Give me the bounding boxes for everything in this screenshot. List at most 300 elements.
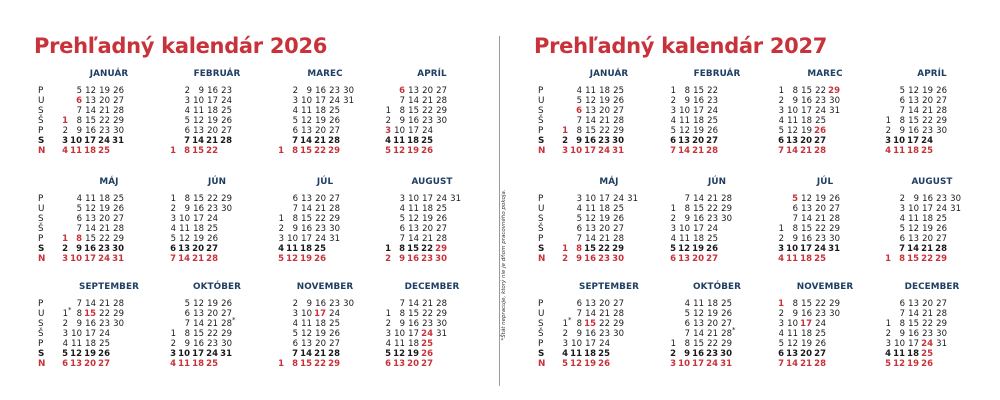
day-number: 22 (314, 359, 326, 369)
day-number: 29 (436, 309, 447, 319)
day-number: 11 (786, 254, 798, 264)
day-number: 14 (85, 106, 96, 116)
day-number: 6 (684, 319, 690, 329)
day-number: 15 (192, 146, 204, 156)
day-number: 21 (707, 329, 718, 339)
day-number: 4 (278, 244, 284, 254)
day-number: 11 (908, 214, 919, 224)
day-number: 23 (706, 349, 718, 359)
day-number: 27 (936, 96, 947, 106)
weekday-letter: N (538, 359, 546, 369)
day-number: 22 (815, 86, 826, 96)
day-number: 10 (287, 234, 298, 244)
weekday-letter: P (538, 299, 544, 309)
day-number: 30 (950, 194, 961, 204)
day-number: 7 (899, 244, 905, 254)
day-number: 6 (792, 204, 798, 214)
day-number: 24 (707, 106, 718, 116)
day-number: 30 (221, 204, 232, 214)
day-number: 25 (113, 194, 124, 204)
day-number: 25 (221, 106, 232, 116)
day-number: 8 (399, 244, 405, 254)
day-number: 20 (99, 214, 110, 224)
day-number: 11 (179, 224, 190, 234)
day-number: 19 (692, 244, 704, 254)
day-number: 28 (113, 299, 124, 309)
asterisk-mark: * (732, 326, 736, 334)
day-number: 16 (801, 234, 812, 244)
day-number: 19 (84, 349, 96, 359)
day-number: 27 (436, 86, 447, 96)
day-number: 17 (301, 234, 312, 244)
day-number: 1 (778, 299, 784, 309)
day-number: 4 (778, 116, 784, 126)
day-number: 22 (315, 214, 326, 224)
weekday-letter: P (38, 126, 44, 136)
day-number: 15 (908, 319, 919, 329)
day-number: 7 (399, 299, 405, 309)
day-number: 12 (301, 116, 312, 126)
weekday-letter: U (38, 96, 45, 106)
day-number: 1 (562, 319, 568, 329)
day-number: 21 (707, 194, 718, 204)
day-number: 16 (315, 86, 326, 96)
day-number: 29 (113, 309, 124, 319)
day-number: 9 (792, 309, 798, 319)
day-number: 20 (315, 339, 326, 349)
day-number: 31 (112, 136, 124, 146)
day-number: 2 (885, 329, 891, 339)
month-name: MÁJ (99, 177, 119, 187)
day-number: 27 (829, 204, 840, 214)
day-number: 5 (184, 299, 190, 309)
day-number: 23 (815, 96, 826, 106)
day-number: 10 (178, 349, 190, 359)
day-number: 14 (408, 96, 419, 106)
day-number: 28 (613, 116, 624, 126)
day-number: 28 (613, 309, 624, 319)
day-number: 2 (62, 126, 68, 136)
day-number: 31 (720, 359, 732, 369)
day-number: 17 (693, 106, 704, 116)
day-number: 24 (613, 194, 624, 204)
day-number: 24 (921, 136, 933, 146)
day-number: 18 (192, 359, 204, 369)
month-marec (770, 69, 880, 169)
day-number: 21 (207, 319, 218, 329)
day-number: 13 (301, 194, 312, 204)
day-number: 30 (612, 254, 624, 264)
day-number: 13 (786, 349, 798, 359)
day-number: 2 (778, 234, 784, 244)
day-number: 22 (922, 116, 933, 126)
day-number: 13 (585, 224, 596, 234)
day-number: 8 (292, 146, 298, 156)
day-number: 25 (329, 319, 340, 329)
day-number: 3 (899, 204, 905, 214)
day-number: 14 (693, 194, 704, 204)
day-number: 4 (885, 146, 891, 156)
day-number: 4 (684, 299, 690, 309)
day-number: 8 (184, 194, 190, 204)
day-number: 29 (613, 319, 624, 329)
day-number: 28 (814, 146, 826, 156)
day-number: 11 (679, 116, 690, 126)
day-number: 17 (193, 214, 204, 224)
day-number: 20 (707, 319, 718, 329)
day-number: 23 (599, 329, 610, 339)
day-number: 29 (721, 339, 732, 349)
day-number: 5 (385, 146, 391, 156)
day-number: 23 (207, 204, 218, 214)
weekday-letter: U (538, 96, 545, 106)
day-number: 7 (170, 254, 176, 264)
day-number: 23 (422, 319, 433, 329)
day-number: 3 (670, 359, 676, 369)
day-number: 6 (292, 126, 298, 136)
day-number: 2 (670, 214, 676, 224)
day-number: 27 (721, 319, 732, 329)
day-number: 29 (328, 146, 340, 156)
day-number: 2 (562, 254, 568, 264)
day-number: 20 (692, 254, 704, 264)
day-number: 31 (343, 96, 354, 106)
day-number: 23 (598, 254, 610, 264)
day-number: 13 (393, 359, 405, 369)
day-number: 10 (893, 136, 905, 146)
day-number: 28 (613, 234, 624, 244)
day-number: 17 (922, 204, 933, 214)
day-number: 7 (670, 146, 676, 156)
month-name: MAREC (307, 69, 343, 79)
day-number: 30 (936, 126, 947, 136)
day-number: 25 (707, 116, 718, 126)
day-number: 10 (394, 329, 405, 339)
day-number: 12 (85, 204, 96, 214)
day-number: 10 (70, 254, 82, 264)
day-number: 25 (206, 359, 218, 369)
day-number: 14 (408, 234, 419, 244)
day-number: 13 (178, 244, 190, 254)
day-number: 10 (394, 126, 405, 136)
day-number: 13 (193, 126, 204, 136)
day-number: 25 (921, 146, 933, 156)
day-number: 28 (721, 329, 732, 339)
day-number: 5 (899, 86, 905, 96)
weekday-letter: S (538, 349, 545, 359)
day-number: 25 (598, 349, 610, 359)
day-number: 2 (184, 86, 190, 96)
day-number: 10 (179, 214, 190, 224)
day-number: 17 (692, 359, 704, 369)
day-number: 28 (706, 146, 718, 156)
day-number: 5 (278, 254, 284, 264)
day-number: 18 (800, 254, 812, 264)
day-number: 13 (85, 214, 96, 224)
day-number: 13 (786, 136, 798, 146)
day-number: 16 (585, 329, 596, 339)
month-október (162, 282, 272, 382)
day-number: 3 (385, 329, 391, 339)
day-number: 24 (814, 244, 826, 254)
day-number: 11 (178, 359, 190, 369)
month-november (270, 282, 380, 382)
day-number: 6 (576, 299, 582, 309)
day-number: 3 (576, 194, 582, 204)
day-number: 3 (62, 136, 68, 146)
day-number: 20 (922, 96, 933, 106)
weekday-letter: P (38, 234, 44, 244)
day-number: 31 (828, 244, 840, 254)
day-number: 21 (192, 254, 204, 264)
day-number: 22 (599, 126, 610, 136)
day-number: 1 (885, 319, 891, 329)
month-name: AUGUST (411, 177, 453, 187)
day-number: 8 (399, 309, 405, 319)
day-number: 17 (192, 349, 204, 359)
day-number: 16 (693, 214, 704, 224)
day-number: 13 (408, 86, 419, 96)
day-number: 6 (385, 359, 391, 369)
day-number: 24 (706, 359, 718, 369)
day-number: 8 (292, 359, 298, 369)
day-number: 26 (829, 194, 840, 204)
day-number: 26 (436, 214, 447, 224)
day-number: 7 (184, 319, 190, 329)
day-number: 26 (207, 234, 218, 244)
day-number: 8 (184, 329, 190, 339)
day-number: 20 (207, 309, 218, 319)
day-number: 22 (207, 194, 218, 204)
day-number: 30 (829, 234, 840, 244)
day-number: 29 (721, 204, 732, 214)
day-number: 4 (562, 349, 568, 359)
day-number: 28 (329, 204, 340, 214)
day-number: 5 (670, 126, 676, 136)
day-number: 7 (292, 349, 298, 359)
month-name: SEPTEMBER (579, 282, 639, 292)
day-number: 9 (684, 214, 690, 224)
day-number: 2 (385, 116, 391, 126)
month-január (554, 69, 664, 169)
month-name: MÁJ (599, 177, 619, 187)
day-number: 24 (315, 234, 326, 244)
day-number: 18 (315, 106, 326, 116)
day-number: 20 (599, 106, 610, 116)
day-number: 27 (113, 96, 124, 106)
day-number: 12 (85, 86, 96, 96)
day-number: 1 (278, 359, 284, 369)
day-number: 30 (221, 339, 232, 349)
day-number: 3 (170, 349, 176, 359)
day-number: 30 (612, 136, 624, 146)
day-number: 18 (99, 194, 110, 204)
weekday-letter: P (538, 339, 544, 349)
day-number: 4 (576, 86, 582, 96)
day-number: 4 (170, 359, 176, 369)
day-number: 6 (899, 234, 905, 244)
day-number: 4 (670, 116, 676, 126)
day-number: 3 (62, 254, 68, 264)
day-number: 8 (684, 204, 690, 214)
day-number: 27 (206, 244, 218, 254)
day-number: 15 (801, 224, 812, 234)
day-number: 3 (170, 214, 176, 224)
day-number: 22 (99, 234, 110, 244)
day-number: 30 (721, 214, 732, 224)
day-number: 15 (84, 309, 96, 319)
day-number: 8 (399, 106, 405, 116)
day-number: 7 (184, 136, 190, 146)
day-number: 11 (679, 234, 690, 244)
day-number: 9 (76, 319, 82, 329)
month-name: JANUÁR (589, 69, 629, 79)
day-number: 20 (207, 126, 218, 136)
day-number: 6 (670, 254, 676, 264)
month-name: DECEMBER (404, 282, 460, 292)
day-number: 7 (684, 194, 690, 204)
weekday-letter: S (538, 106, 544, 116)
day-number: 5 (778, 339, 784, 349)
day-number: 26 (113, 86, 124, 96)
day-number: 22 (99, 116, 110, 126)
day-number: 24 (206, 349, 218, 359)
day-number: 31 (829, 106, 840, 116)
day-number: 3 (670, 224, 676, 234)
month-január (54, 69, 164, 169)
month-jún (662, 177, 772, 277)
day-number: 25 (98, 146, 110, 156)
day-number: 9 (576, 254, 582, 264)
day-number: 1 (885, 116, 891, 126)
day-number: 30 (112, 244, 124, 254)
day-number: 22 (707, 204, 718, 214)
weekday-letter: S (538, 319, 544, 329)
day-number: 15 (300, 359, 312, 369)
day-number: 3 (778, 244, 784, 254)
day-number: 1 (670, 86, 676, 96)
day-number: 29 (936, 116, 947, 126)
day-number: 24 (598, 146, 610, 156)
day-number: 13 (301, 126, 312, 136)
day-number: 2 (62, 244, 68, 254)
day-number: 3 (184, 96, 190, 106)
day-number: 3 (62, 329, 68, 339)
day-number: 19 (99, 204, 110, 214)
day-number: 18 (693, 116, 704, 126)
weekday-letter: P (538, 126, 544, 136)
day-number: 29 (113, 116, 124, 126)
day-number: 2 (385, 254, 391, 264)
day-number: 20 (99, 96, 110, 106)
day-number: 19 (99, 86, 110, 96)
day-number: 1 (385, 106, 391, 116)
day-number: 12 (393, 349, 405, 359)
day-number: 18 (922, 214, 933, 224)
day-number: 26 (921, 359, 933, 369)
day-number: 20 (815, 204, 826, 214)
day-number: 1 (778, 224, 784, 234)
day-number: 16 (908, 329, 919, 339)
day-number: 2 (670, 349, 676, 359)
month-marec (270, 69, 380, 169)
weekday-letter: S (38, 106, 44, 116)
day-number: 8 (792, 224, 798, 234)
month-august (377, 177, 487, 277)
holiday-footnote: *Štát nepracuje, ktorý nie je dňom pracovného pokoja. (501, 189, 507, 341)
month-február (162, 69, 272, 169)
day-number: 8 (292, 214, 298, 224)
day-number: 15 (85, 234, 96, 244)
day-number: 4 (170, 224, 176, 234)
day-number: 25 (814, 254, 826, 264)
day-number: 4 (385, 136, 391, 146)
day-number: 23 (815, 309, 826, 319)
day-number: 12 (585, 214, 596, 224)
day-number: 10 (894, 339, 905, 349)
day-number: 11 (585, 204, 596, 214)
day-number: 28 (328, 349, 340, 359)
day-number: 1 (278, 146, 284, 156)
day-number: 25 (707, 234, 718, 244)
day-number: 10 (585, 194, 596, 204)
weekday-letter: N (538, 146, 546, 156)
day-number: 11 (394, 339, 405, 349)
day-number: 22 (99, 309, 110, 319)
day-number: 3 (670, 106, 676, 116)
day-number: 22 (422, 309, 433, 319)
day-number: 2 (62, 319, 68, 329)
day-number: 22 (599, 319, 610, 329)
day-number: 2 (292, 86, 298, 96)
weekday-letter: P (38, 299, 44, 309)
day-number: 9 (399, 116, 405, 126)
weekday-letter: Š (38, 224, 44, 234)
day-number: 16 (408, 116, 419, 126)
day-number: 9 (399, 254, 405, 264)
day-number: 7 (778, 359, 784, 369)
day-number: 2 (885, 126, 891, 136)
day-number: 3 (562, 339, 568, 349)
day-number: 28 (221, 319, 232, 329)
day-number: 10 (301, 309, 312, 319)
day-number: 27 (814, 136, 826, 146)
day-number: 7 (76, 224, 82, 234)
day-number: 18 (407, 136, 419, 146)
day-number: 10 (787, 106, 798, 116)
day-number: 19 (693, 126, 704, 136)
day-number: 3 (292, 309, 298, 319)
day-number: 2 (385, 319, 391, 329)
day-number: 18 (907, 146, 919, 156)
day-number: 16 (908, 126, 919, 136)
day-number: 1 (885, 254, 891, 264)
day-number: 12 (908, 224, 919, 234)
day-number: 27 (936, 299, 947, 309)
day-number: 4 (885, 349, 891, 359)
day-number: 3 (778, 319, 784, 329)
day-number: 2 (562, 329, 568, 339)
day-number: 18 (193, 224, 204, 234)
day-number: 24 (436, 194, 447, 204)
month-december (877, 282, 987, 382)
day-number: 12 (193, 299, 204, 309)
day-number: 7 (684, 329, 690, 339)
day-number: 23 (922, 329, 933, 339)
day-number: 10 (787, 319, 798, 329)
day-number: 17 (907, 136, 919, 146)
day-number: 16 (84, 244, 96, 254)
